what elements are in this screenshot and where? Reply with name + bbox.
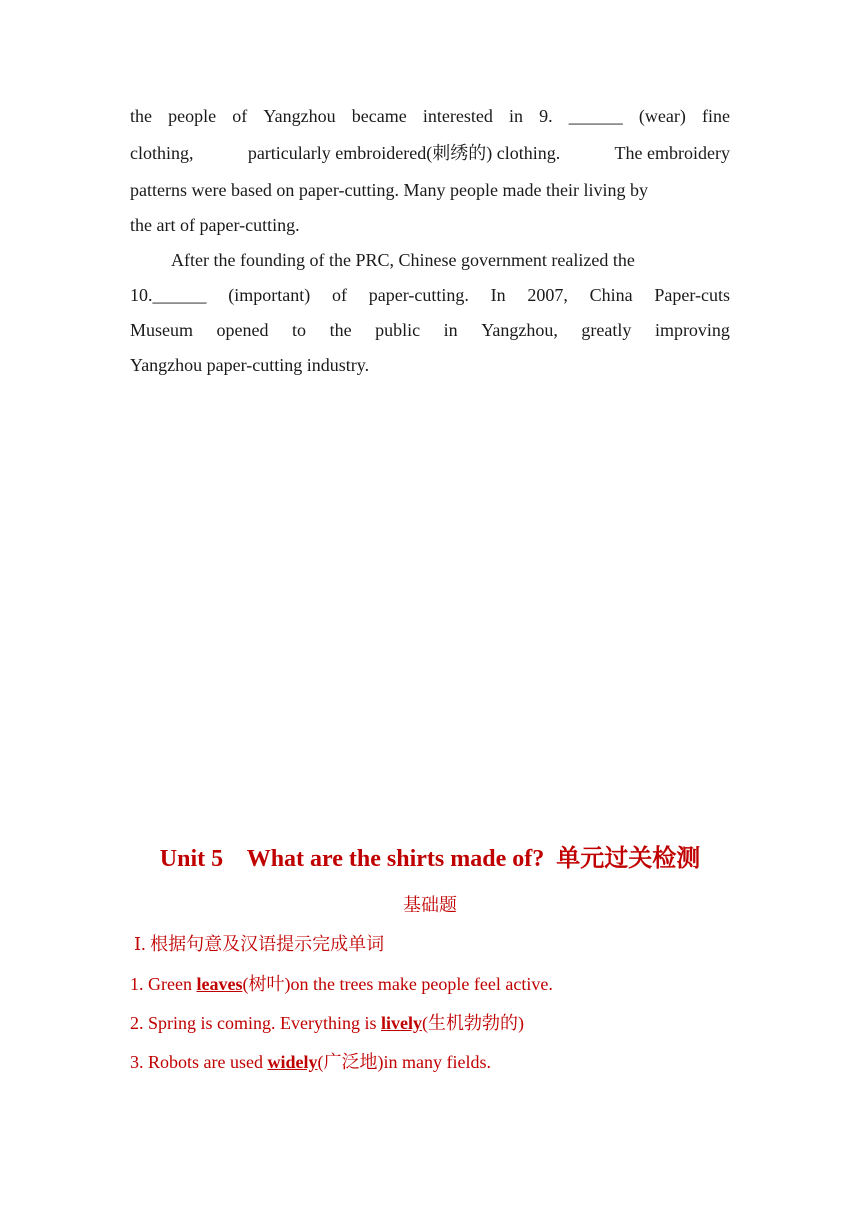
passage-line-8: Yangzhou paper-cutting industry.	[130, 355, 370, 375]
passage-line-4: the art of paper-cutting.	[130, 215, 300, 235]
unit-title: Unit 5 What are the shirts made of? 单元过关检测	[159, 846, 701, 872]
exercise-item-2	[130, 1010, 524, 1036]
word: the	[130, 106, 152, 126]
word: interested	[422, 106, 493, 126]
text-segment: The embroidery	[614, 143, 730, 163]
word: of	[331, 285, 347, 305]
answer-word: leaves	[196, 974, 243, 994]
word: people	[168, 106, 217, 126]
blank-9: ______	[568, 106, 623, 126]
blank-10: 10.______	[130, 285, 207, 305]
passage-line-5: After the founding of the PRC, Chinese government realized the	[171, 250, 635, 270]
word: 2007,	[527, 285, 568, 305]
word: Museum	[130, 320, 193, 340]
exercise-item-1	[130, 971, 553, 997]
hint-word: (wear)	[638, 106, 686, 126]
word: paper-cutting.	[368, 285, 469, 305]
section-subtitle: 基础题	[403, 895, 457, 915]
answer-word: widely	[267, 1052, 318, 1072]
word: became	[351, 106, 407, 126]
passage-line-7	[130, 318, 730, 342]
hint-word: (important)	[228, 285, 311, 305]
word: in	[508, 106, 523, 126]
word: greatly	[581, 320, 632, 340]
word: opened	[216, 320, 269, 340]
word: in	[443, 320, 458, 340]
answer-word: lively	[381, 1013, 422, 1033]
word: to	[292, 320, 307, 340]
word: improving	[654, 320, 730, 340]
blank-number: 9.	[539, 106, 553, 126]
word: Yangzhou	[263, 106, 336, 126]
item-prefix: 3. Robots are used	[130, 1052, 268, 1072]
item-suffix: (广泛地)in many fields.	[317, 1052, 491, 1072]
passage-line-3: patterns were based on paper-cutting. Many people made their living by	[130, 180, 648, 200]
word: Yangzhou,	[481, 320, 558, 340]
passage-line-1	[130, 104, 730, 128]
word: China	[589, 285, 633, 305]
exercise-item-3	[130, 1049, 491, 1075]
item-prefix: 1. Green	[130, 974, 197, 994]
passage-line-6	[130, 283, 730, 307]
item-prefix: 2. Spring is coming. Everything is	[130, 1013, 381, 1033]
word: public	[375, 320, 421, 340]
text-segment: particularly embroidered(刺绣的) clothing.	[247, 143, 561, 163]
word: fine	[702, 106, 730, 126]
exercise-heading: Ⅰ. 根据句意及汉语提示完成单词	[134, 934, 385, 954]
word: In	[490, 285, 506, 305]
word: of	[232, 106, 248, 126]
passage-line-2	[130, 141, 730, 165]
word: Paper-cuts	[654, 285, 730, 305]
word: the	[329, 320, 352, 340]
item-suffix: (生机勃勃的)	[422, 1013, 524, 1033]
text-segment: clothing,	[130, 143, 194, 163]
item-suffix: (树叶)on the trees make people feel active.	[242, 974, 553, 994]
